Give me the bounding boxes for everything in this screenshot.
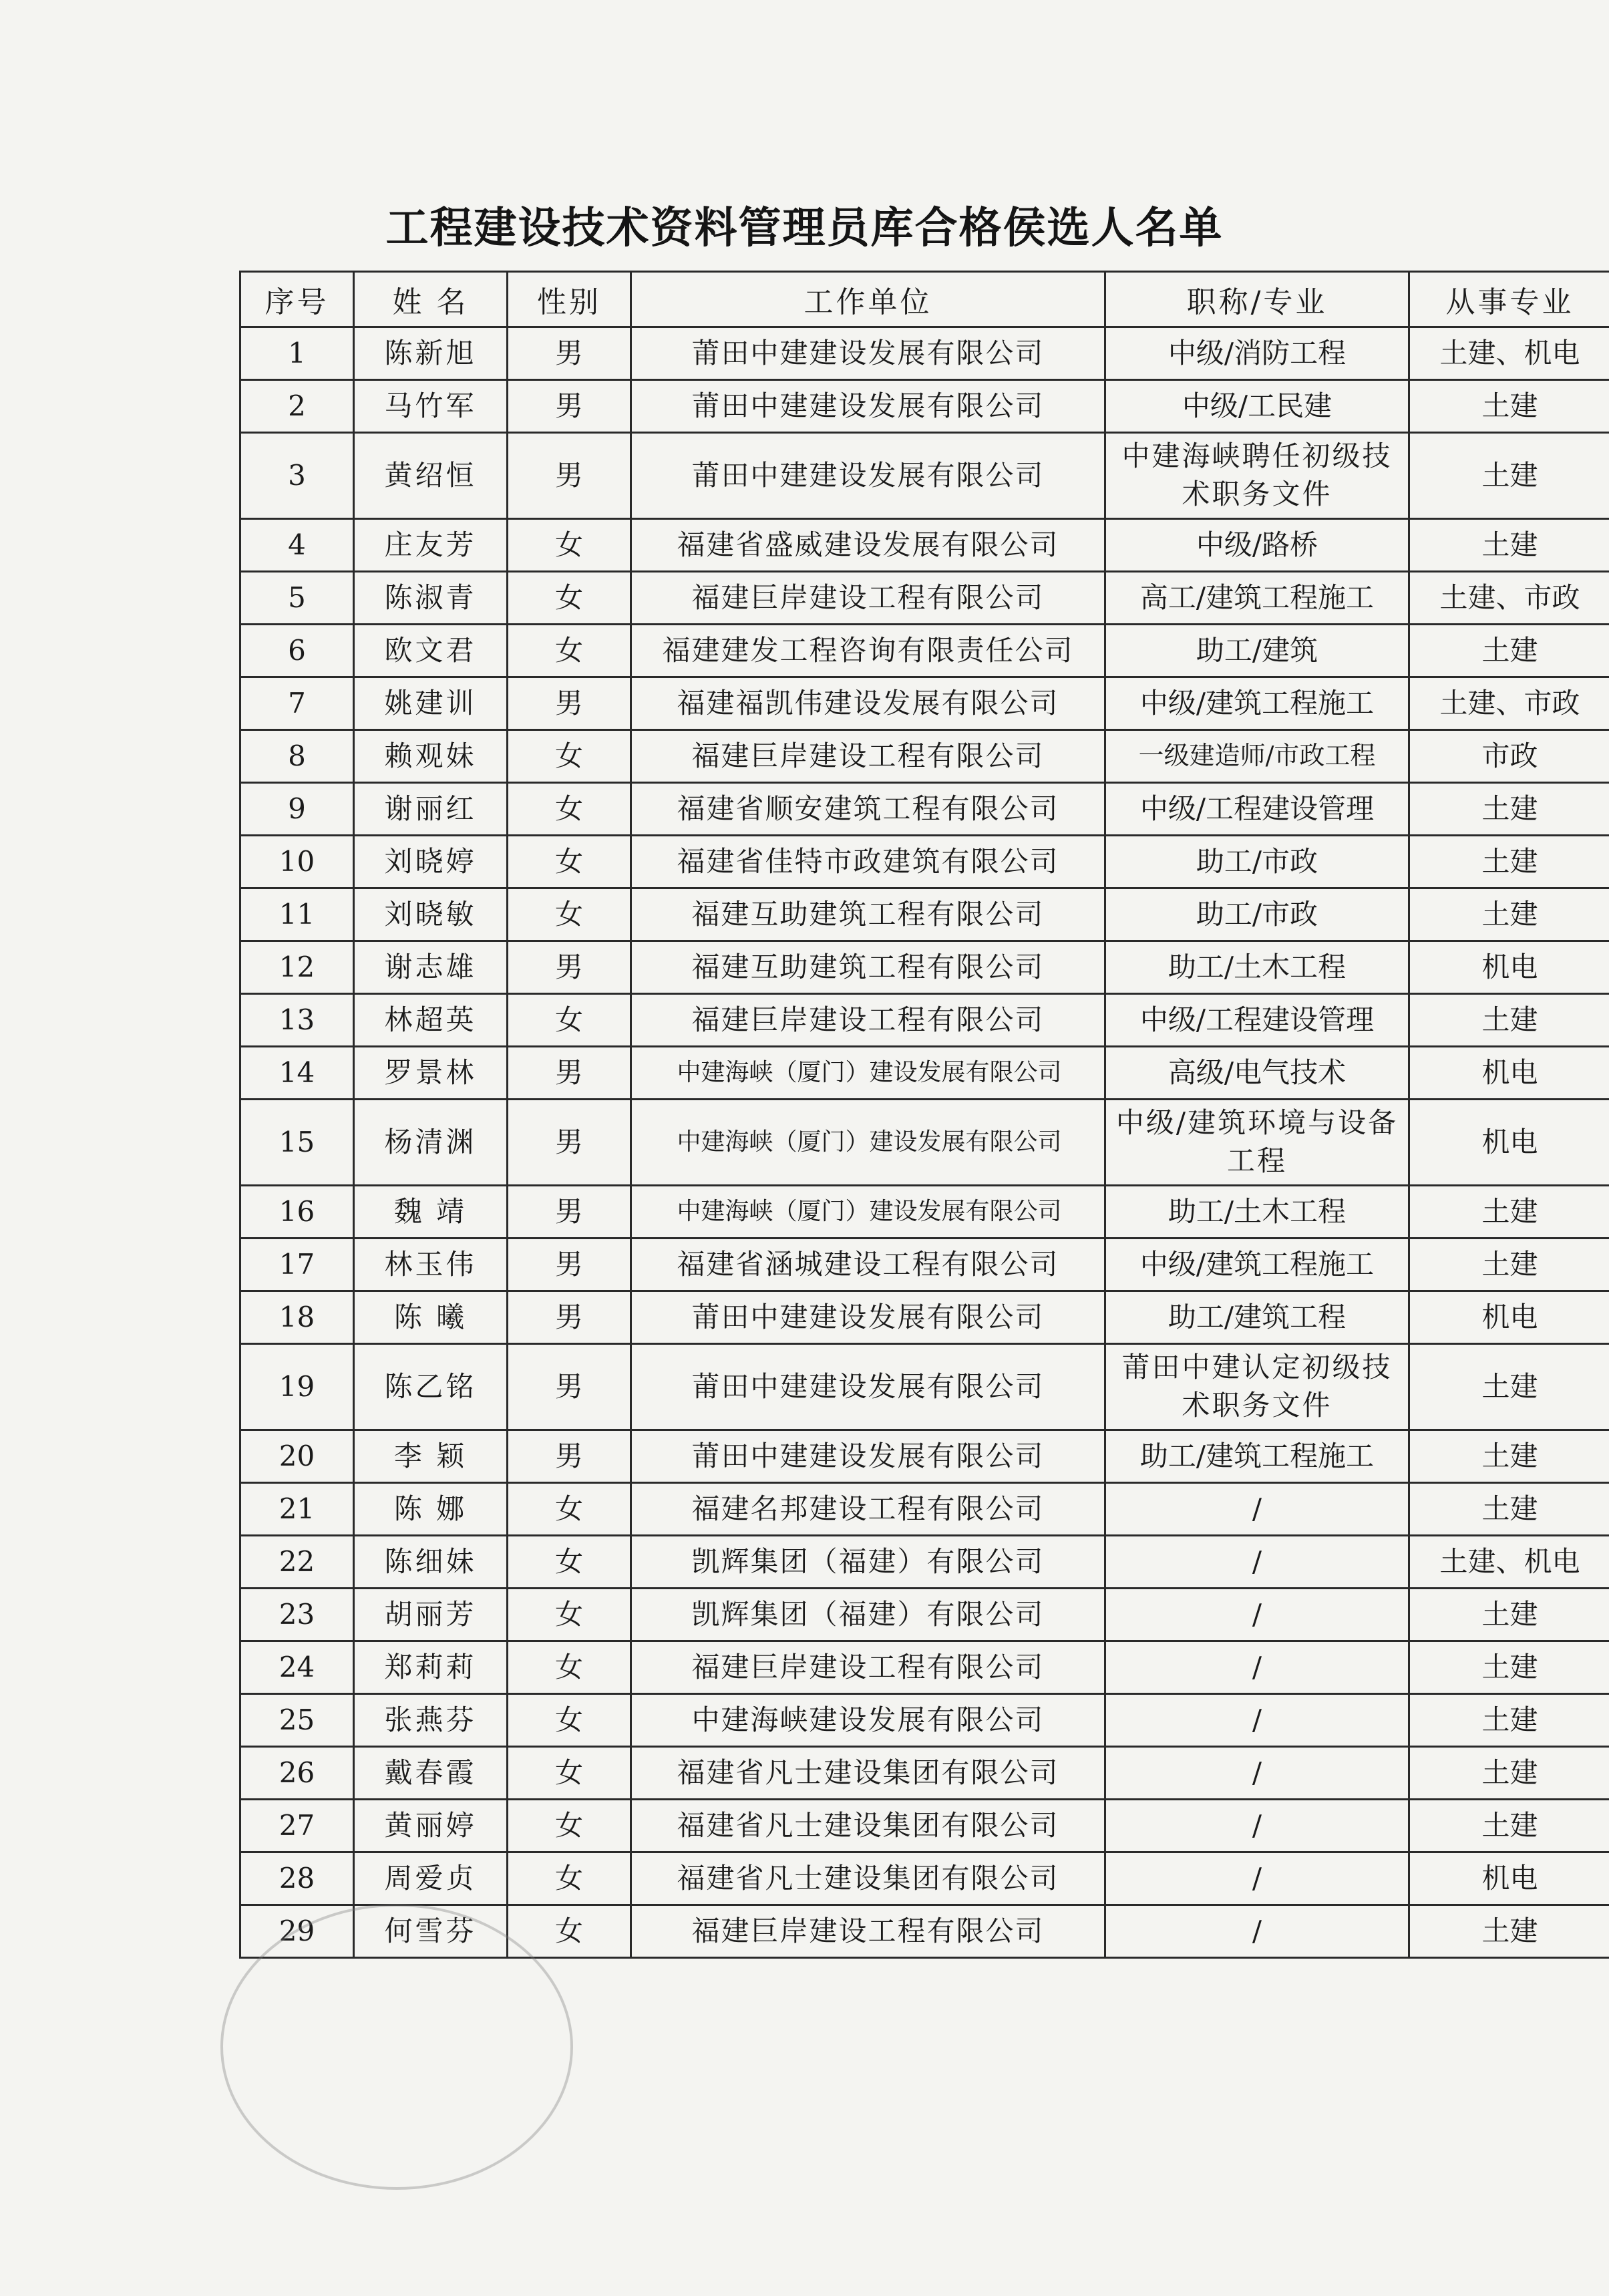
cell-no: 28 [240,1852,354,1905]
cell-gender: 男 [508,1430,631,1483]
cell-no: 17 [240,1239,354,1291]
cell-name: 陈乙铭 [354,1344,508,1430]
cell-gender: 女 [508,572,631,625]
cell-name: 杨清渊 [354,1100,508,1186]
table-row [240,888,1609,941]
cell-field: 机电 [1409,1852,1609,1905]
cell-title: 中级/建筑环境与设备工程 [1105,1100,1409,1186]
cell-gender: 女 [508,994,631,1047]
table-row [240,994,1609,1047]
cell-field: 土建 [1409,888,1609,941]
cell-title: 中建海峡聘任初级技术职务文件 [1105,433,1409,519]
cell-unit: 中建海峡建设发展有限公司 [631,1694,1105,1747]
cell-name: 李 颖 [354,1430,508,1483]
table-row [240,519,1609,572]
table-row [240,1589,1609,1641]
header-field: 从事专业 [1409,272,1609,327]
cell-no: 20 [240,1430,354,1483]
cell-field: 土建 [1409,1186,1609,1239]
cell-field: 土建、机电 [1409,327,1609,380]
cell-unit: 中建海峡（厦门）建设发展有限公司 [631,1100,1105,1186]
cell-gender: 男 [508,1291,631,1344]
cell-title: 助工/市政 [1105,888,1409,941]
cell-title: 助工/建筑工程 [1105,1291,1409,1344]
cell-unit: 福建省凡士建设集团有限公司 [631,1852,1105,1905]
cell-field: 土建 [1409,1344,1609,1430]
cell-title: 中级/工民建 [1105,380,1409,433]
cell-gender: 女 [508,519,631,572]
cell-name: 刘晓婷 [354,836,508,888]
cell-title: 中级/工程建设管理 [1105,994,1409,1047]
table-row [240,1852,1609,1905]
cell-gender: 女 [508,783,631,836]
cell-no: 5 [240,572,354,625]
cell-field: 土建 [1409,1641,1609,1694]
official-seal [220,1904,573,2190]
cell-unit: 福建互助建筑工程有限公司 [631,941,1105,994]
cell-name: 陈 娜 [354,1483,508,1536]
cell-title: 中级/建筑工程施工 [1105,1239,1409,1291]
cell-field: 土建 [1409,994,1609,1047]
cell-gender: 男 [508,327,631,380]
cell-title: / [1105,1800,1409,1852]
cell-no: 15 [240,1100,354,1186]
cell-field: 土建 [1409,625,1609,677]
cell-unit: 福建福凯伟建设发展有限公司 [631,677,1105,730]
cell-gender: 女 [508,1747,631,1800]
cell-name: 陈细妹 [354,1536,508,1589]
cell-no: 21 [240,1483,354,1536]
cell-field: 土建 [1409,433,1609,519]
table-row [240,1430,1609,1483]
table-row [240,1100,1609,1186]
cell-unit: 福建省涵城建设工程有限公司 [631,1239,1105,1291]
cell-title: 助工/土木工程 [1105,1186,1409,1239]
cell-name: 刘晓敏 [354,888,508,941]
table-row [240,1239,1609,1291]
cell-unit: 福建省顺安建筑工程有限公司 [631,783,1105,836]
cell-title: 助工/建筑 [1105,625,1409,677]
page-title: 工程建设技术资料管理员库合格侯选人名单 [385,204,1224,253]
cell-name: 周爱贞 [354,1852,508,1905]
cell-name: 黄丽婷 [354,1800,508,1852]
cell-unit: 中建海峡（厦门）建设发展有限公司 [631,1047,1105,1100]
header-unit: 工作单位 [631,272,1105,327]
cell-unit: 福建巨岸建设工程有限公司 [631,730,1105,783]
cell-name: 陈淑青 [354,572,508,625]
cell-gender: 男 [508,677,631,730]
table-row [240,1186,1609,1239]
cell-no: 13 [240,994,354,1047]
table-row [240,1694,1609,1747]
cell-gender: 男 [508,1047,631,1100]
cell-unit: 福建建发工程咨询有限责任公司 [631,625,1105,677]
cell-field: 土建 [1409,783,1609,836]
cell-gender: 女 [508,625,631,677]
cell-field: 土建、机电 [1409,1536,1609,1589]
cell-field: 土建 [1409,1430,1609,1483]
cell-no: 1 [240,327,354,380]
cell-no: 24 [240,1641,354,1694]
table-row [240,677,1609,730]
cell-unit: 福建省盛威建设发展有限公司 [631,519,1105,572]
cell-gender: 男 [508,1100,631,1186]
table-row [240,1800,1609,1852]
cell-unit: 莆田中建建设发展有限公司 [631,1291,1105,1344]
cell-name: 林超英 [354,994,508,1047]
table-row [240,327,1609,380]
cell-name: 陈 曦 [354,1291,508,1344]
cell-unit: 福建省凡士建设集团有限公司 [631,1800,1105,1852]
cell-field: 土建 [1409,1747,1609,1800]
cell-unit: 莆田中建建设发展有限公司 [631,380,1105,433]
cell-unit: 莆田中建建设发展有限公司 [631,1430,1105,1483]
cell-gender: 女 [508,730,631,783]
cell-gender: 男 [508,380,631,433]
cell-title: / [1105,1905,1409,1958]
cell-gender: 女 [508,1852,631,1905]
cell-unit: 莆田中建建设发展有限公司 [631,433,1105,519]
cell-unit: 福建巨岸建设工程有限公司 [631,572,1105,625]
table-row [240,380,1609,433]
cell-unit: 凯辉集团（福建）有限公司 [631,1536,1105,1589]
cell-title: / [1105,1589,1409,1641]
cell-no: 8 [240,730,354,783]
cell-gender: 女 [508,1694,631,1747]
cell-field: 土建 [1409,1483,1609,1536]
cell-field: 土建 [1409,1239,1609,1291]
cell-gender: 女 [508,888,631,941]
cell-title: 中级/建筑工程施工 [1105,677,1409,730]
cell-title: / [1105,1536,1409,1589]
cell-field: 土建 [1409,836,1609,888]
cell-unit: 福建巨岸建设工程有限公司 [631,1641,1105,1694]
table-row [240,1344,1609,1430]
cell-title: / [1105,1641,1409,1694]
cell-unit: 福建巨岸建设工程有限公司 [631,994,1105,1047]
cell-name: 谢丽红 [354,783,508,836]
cell-field: 土建、市政 [1409,572,1609,625]
cell-gender: 男 [508,1344,631,1430]
cell-field: 土建 [1409,380,1609,433]
table-body [240,327,1609,1958]
table-header-row [240,272,1609,327]
cell-no: 11 [240,888,354,941]
cell-unit: 福建省佳特市政建筑有限公司 [631,836,1105,888]
header-no: 序号 [240,272,354,327]
cell-field: 土建 [1409,519,1609,572]
cell-no: 3 [240,433,354,519]
cell-title: / [1105,1747,1409,1800]
cell-field: 土建 [1409,1589,1609,1641]
cell-no: 6 [240,625,354,677]
cell-no: 18 [240,1291,354,1344]
table-row [240,1536,1609,1589]
cell-title: 助工/土木工程 [1105,941,1409,994]
cell-no: 19 [240,1344,354,1430]
table-row [240,836,1609,888]
cell-field: 机电 [1409,1291,1609,1344]
cell-name: 陈新旭 [354,327,508,380]
cell-gender: 女 [508,1905,631,1958]
cell-field: 土建 [1409,1694,1609,1747]
cell-no: 14 [240,1047,354,1100]
cell-gender: 女 [508,1536,631,1589]
cell-no: 27 [240,1800,354,1852]
cell-field: 土建 [1409,1905,1609,1958]
cell-unit: 莆田中建建设发展有限公司 [631,1344,1105,1430]
cell-field: 机电 [1409,1047,1609,1100]
cell-no: 2 [240,380,354,433]
cell-name: 张燕芬 [354,1694,508,1747]
table-row [240,1047,1609,1100]
cell-title: 莆田中建认定初级技术职务文件 [1105,1344,1409,1430]
cell-unit: 中建海峡（厦门）建设发展有限公司 [631,1186,1105,1239]
cell-title: 助工/建筑工程施工 [1105,1430,1409,1483]
cell-name: 胡丽芳 [354,1589,508,1641]
table-row [240,1483,1609,1536]
cell-name: 戴春霞 [354,1747,508,1800]
cell-unit: 福建省凡士建设集团有限公司 [631,1747,1105,1800]
cell-unit: 凯辉集团（福建）有限公司 [631,1589,1105,1641]
table-row [240,433,1609,519]
table-row [240,1291,1609,1344]
table-row [240,941,1609,994]
cell-name: 赖观妹 [354,730,508,783]
cell-title: / [1105,1694,1409,1747]
cell-gender: 女 [508,1641,631,1694]
cell-name: 罗景林 [354,1047,508,1100]
cell-gender: 女 [508,1483,631,1536]
cell-no: 9 [240,783,354,836]
cell-unit: 莆田中建建设发展有限公司 [631,327,1105,380]
cell-no: 7 [240,677,354,730]
cell-name: 何雪芬 [354,1905,508,1958]
table-row [240,572,1609,625]
cell-gender: 女 [508,1589,631,1641]
table-row [240,783,1609,836]
cell-name: 郑莉莉 [354,1641,508,1694]
cell-field: 机电 [1409,1100,1609,1186]
cell-field: 市政 [1409,730,1609,783]
cell-title: 高级/电气技术 [1105,1047,1409,1100]
cell-field: 土建 [1409,1800,1609,1852]
cell-unit: 福建名邦建设工程有限公司 [631,1483,1105,1536]
cell-title: 助工/市政 [1105,836,1409,888]
cell-name: 魏 靖 [354,1186,508,1239]
cell-no: 26 [240,1747,354,1800]
cell-no: 10 [240,836,354,888]
cell-title: 中级/工程建设管理 [1105,783,1409,836]
header-title: 职称/专业 [1105,272,1409,327]
cell-name: 谢志雄 [354,941,508,994]
cell-no: 22 [240,1536,354,1589]
cell-no: 4 [240,519,354,572]
cell-field: 机电 [1409,941,1609,994]
cell-gender: 男 [508,941,631,994]
header-name: 姓 名 [354,272,508,327]
table-row [240,1641,1609,1694]
cell-title: 中级/消防工程 [1105,327,1409,380]
cell-name: 姚建训 [354,677,508,730]
cell-no: 25 [240,1694,354,1747]
cell-gender: 女 [508,836,631,888]
cell-name: 林玉伟 [354,1239,508,1291]
cell-name: 黄绍恒 [354,433,508,519]
cell-field: 土建、市政 [1409,677,1609,730]
header-gender: 性别 [508,272,631,327]
cell-gender: 女 [508,1800,631,1852]
cell-no: 12 [240,941,354,994]
cell-no: 23 [240,1589,354,1641]
cell-unit: 福建巨岸建设工程有限公司 [631,1905,1105,1958]
candidate-table [239,271,1609,1959]
table-row [240,730,1609,783]
cell-unit: 福建互助建筑工程有限公司 [631,888,1105,941]
cell-name: 庄友芳 [354,519,508,572]
table-row [240,1747,1609,1800]
cell-name: 欧文君 [354,625,508,677]
cell-name: 马竹军 [354,380,508,433]
cell-title: 中级/路桥 [1105,519,1409,572]
cell-title: / [1105,1483,1409,1536]
cell-gender: 男 [508,433,631,519]
cell-title: 高工/建筑工程施工 [1105,572,1409,625]
cell-no: 16 [240,1186,354,1239]
table-row [240,625,1609,677]
cell-no: 29 [240,1905,354,1958]
cell-title: 一级建造师/市政工程 [1105,730,1409,783]
cell-gender: 男 [508,1186,631,1239]
cell-gender: 男 [508,1239,631,1291]
cell-title: / [1105,1852,1409,1905]
